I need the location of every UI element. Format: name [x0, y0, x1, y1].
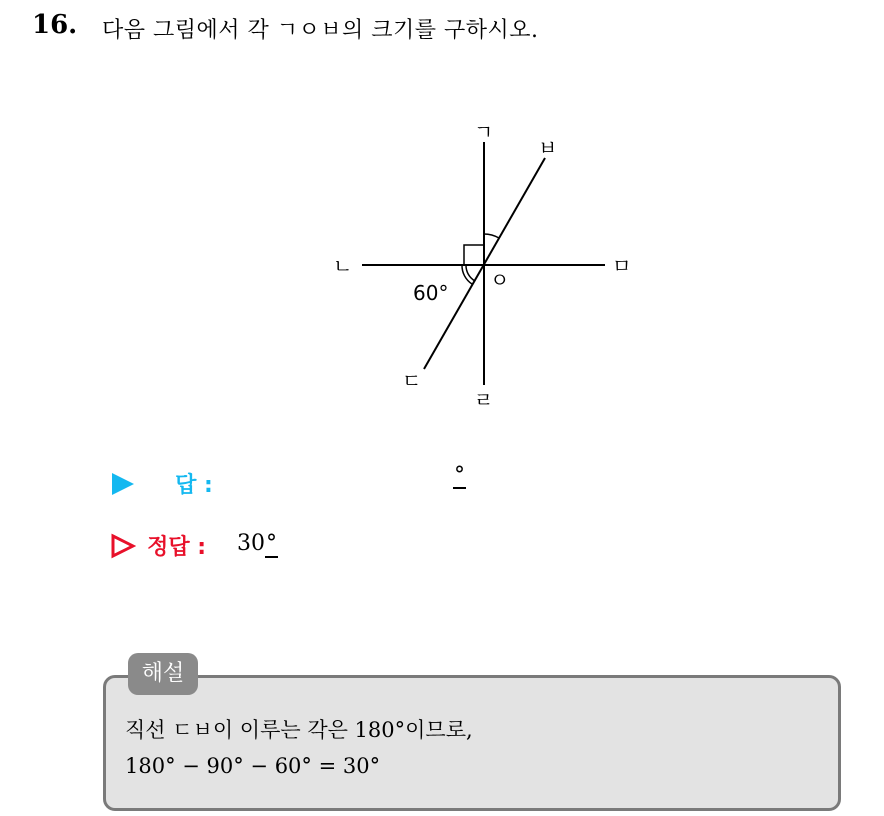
solution-line-1: 직선 ㄷㅂ이 이루는 각은 180°이므로,	[125, 718, 473, 742]
right-angle-marker	[464, 245, 484, 265]
label-ieung: ㅇ	[490, 268, 510, 292]
label-digeut: ㄷ	[402, 369, 422, 393]
correct-answer-label: 정답 :	[147, 535, 207, 560]
correct-answer-row	[110, 530, 206, 561]
question-text: 다음 그림에서 각 ㄱㅇㅂ의 크기를 구하시오.	[102, 18, 539, 43]
play-arrow-icon	[110, 471, 136, 497]
angle-60-label: 60°	[413, 281, 449, 305]
label-rieul: ㄹ	[474, 388, 494, 412]
solution-tab: 해설	[128, 653, 198, 695]
correct-answer-unit: °	[266, 531, 277, 556]
sixty-angle-arc-inner	[466, 265, 475, 281]
question-number: 16.	[32, 10, 78, 40]
label-mieum: ㅁ	[612, 254, 632, 278]
outline-arrow-icon	[110, 533, 136, 559]
answer-blank[interactable]: °	[454, 463, 465, 488]
sixty-angle-arc-outer	[462, 265, 472, 284]
answer-label: 답 :	[175, 473, 213, 498]
label-giyeok: ㄱ	[474, 120, 494, 144]
answer-row	[110, 468, 213, 499]
upper-angle-arc	[484, 234, 499, 238]
solution-line-2: 180° − 90° − 60° = 30°	[125, 754, 381, 778]
correct-answer-value	[237, 531, 278, 556]
label-nieun: ㄴ	[333, 254, 353, 278]
label-bieup: ㅂ	[538, 136, 558, 160]
correct-answer-number: 30	[237, 531, 265, 556]
